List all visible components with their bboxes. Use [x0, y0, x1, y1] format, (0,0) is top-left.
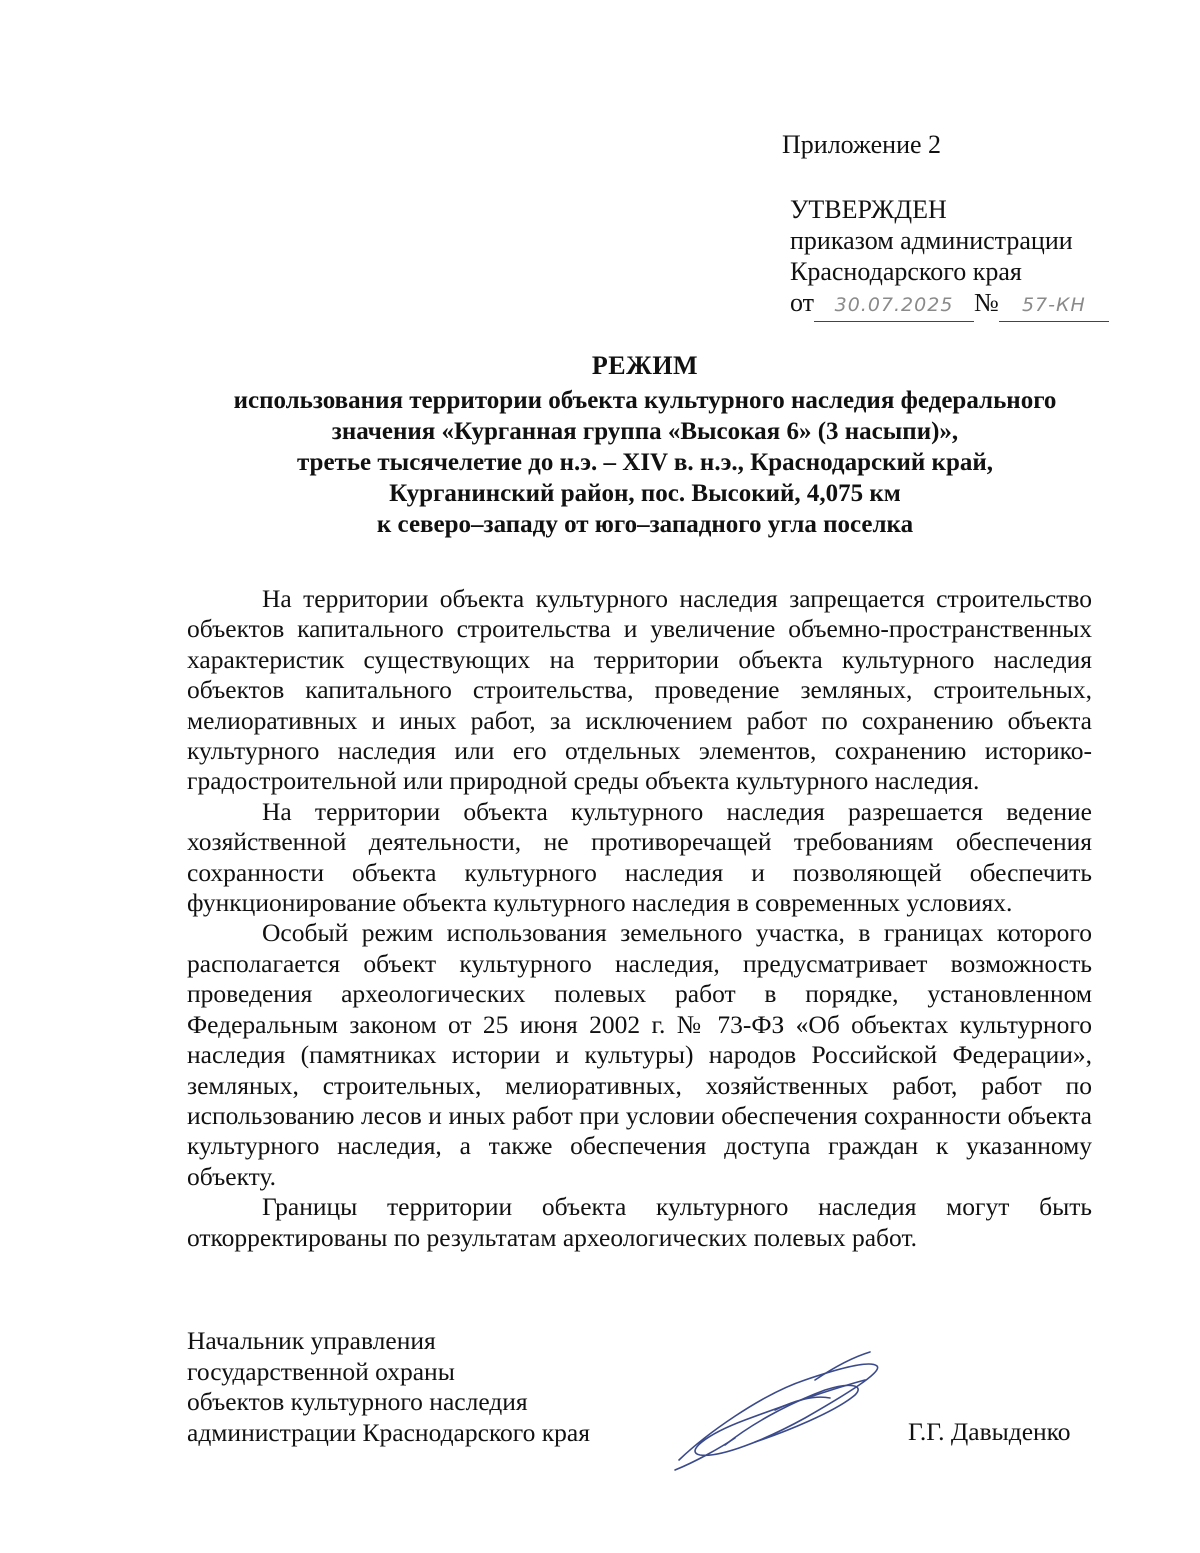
- paragraph: Особый режим использования земельного участка, в границах которого располагается объект культурного наследия, предусматривает возможность проведения археологических полевых работ в порядке, установленном Федеральным законом от 25 июня 2002 г. № 73-ФЗ «Об объектах культурного наследия (памятниках истории и культуры) народов Российской Федерации», земляных, строительных, мелиоративных, хозяйственных работ, работ по использованию лесов и иных работ при условии обеспечения сохранности объекта культурного наследия, а также обеспечения доступа граждан к указанному объекту.: [187, 918, 1092, 1191]
- approval-date-number-line: [790, 287, 1109, 322]
- from-label: от: [790, 288, 815, 317]
- handwritten-signature: [665, 1340, 895, 1485]
- paragraph: На территории объекта культурного наследия разрешается ведение хозяйственной деятельности, не противоречащей требованиям обеспечения сохранности объекта культурного наследия и позволяющей обеспечить функционирование объекта культурного наследия в современных условиях.: [187, 796, 1092, 918]
- approval-stamp-block: [790, 194, 1109, 322]
- title-line: использования территории объекта культурного наследия федерального: [233, 387, 1057, 414]
- document-title: [100, 350, 1190, 540]
- signatory-position: [187, 1326, 590, 1448]
- approval-line-region: Краснодарского края: [790, 257, 1022, 286]
- number-value: 57-КН: [1021, 294, 1086, 316]
- signature-icon: [665, 1340, 895, 1480]
- position-line: государственной охраны: [187, 1356, 455, 1386]
- position-line: Начальник управления: [187, 1326, 436, 1355]
- signatory-name: Г.Г. Давыденко: [908, 1417, 1071, 1446]
- title-line: Курганинский район, пос. Высокий, 4,075 км: [389, 480, 901, 507]
- approval-line-order: приказом администрации: [790, 226, 1073, 255]
- title-line: третье тысячелетие до н.э. – XIV в. н.э., Краснодарский край,: [296, 449, 994, 476]
- title-main: РЕЖИМ: [591, 351, 699, 380]
- title-line: значения «Курганная группа «Высокая 6» (3 насыпи)»,: [331, 418, 959, 445]
- paragraph: На территории объекта культурного наследия запрещается строительство объектов капитального строительства и увеличение объемно-пространственных характеристик существующих на территории объекта культурного наследия объектов капитального строительства, проведение земляных, строительных, мелиоративных и иных работ, за исключением работ по сохранению объекта культурного наследия или его отдельных элементов, сохранению историко-градостроительной или природной среды объекта культурного наследия.: [187, 584, 1092, 796]
- date-value: 30.07.2025: [834, 294, 954, 316]
- approval-heading: УТВЕРЖДЕН: [790, 195, 947, 224]
- position-line: объектов культурного наследия: [187, 1387, 528, 1416]
- annex-label: Приложение 2: [782, 130, 942, 159]
- handwritten-date: [814, 287, 974, 322]
- position-line: администрации Краснодарского края: [187, 1417, 590, 1447]
- paragraph: Границы территории объекта культурного наследия могут быть откорректированы по результатам археологических полевых работ.: [187, 1192, 1092, 1252]
- number-label: №: [974, 288, 999, 317]
- document-body: [187, 584, 1092, 1253]
- handwritten-number: [999, 287, 1109, 322]
- title-line: к северо–западу от юго–западного угла поселка: [376, 511, 914, 538]
